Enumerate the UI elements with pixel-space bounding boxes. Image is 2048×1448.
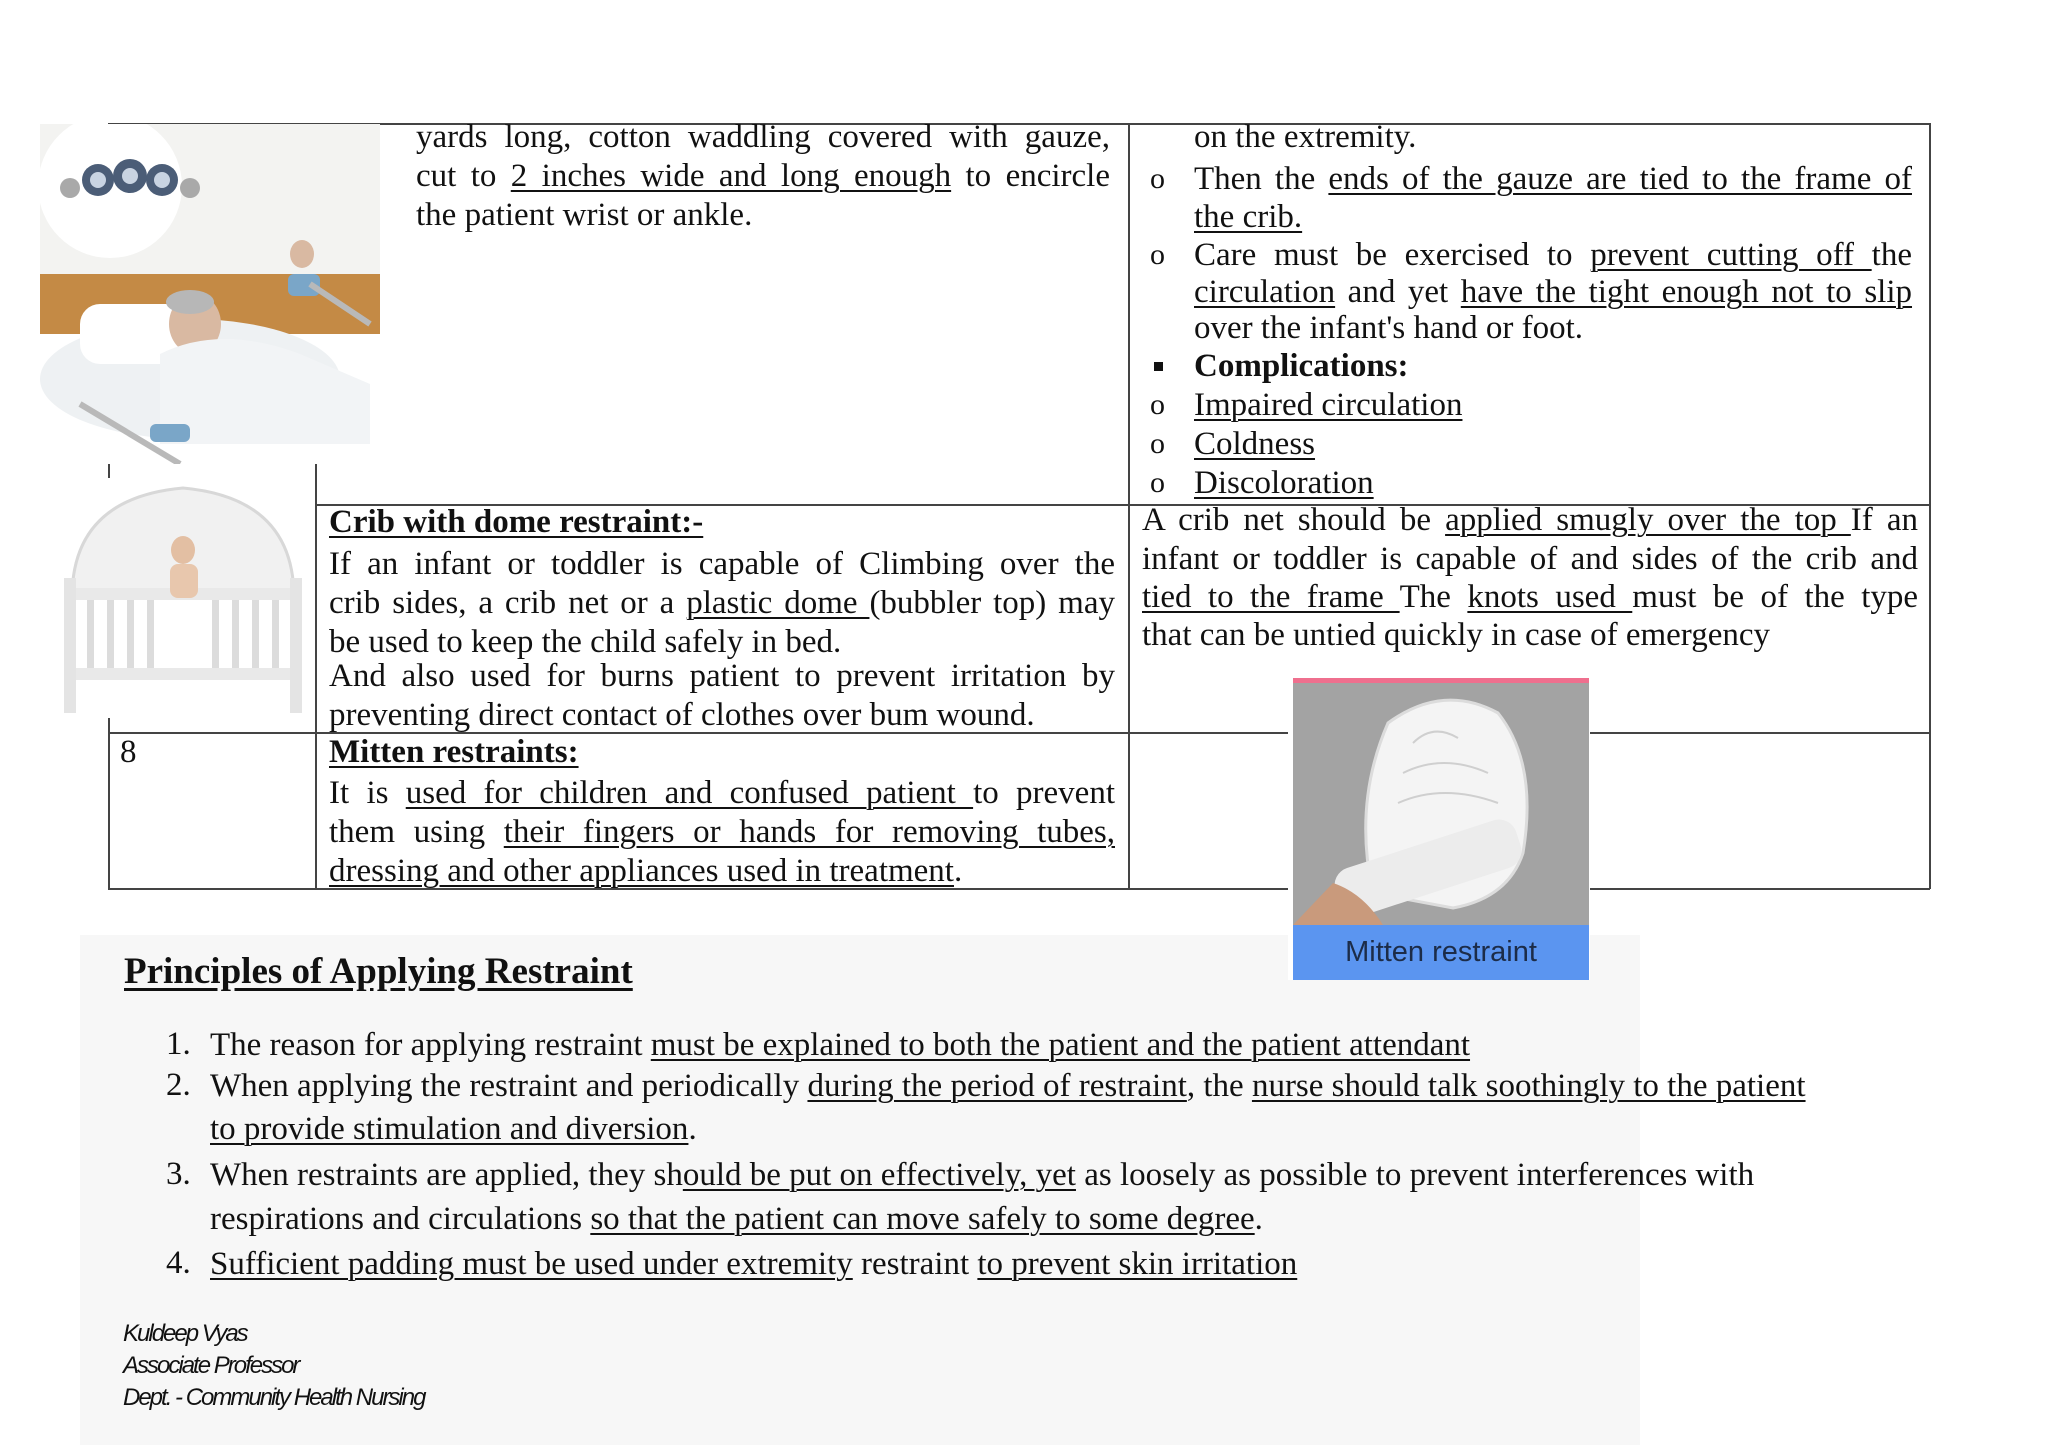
list-number: 2. bbox=[166, 1067, 191, 1103]
footer-author: Kuldeep Vyas bbox=[123, 1320, 247, 1347]
square-bullet-icon bbox=[1154, 362, 1163, 371]
cell-text: infant or toddler is capable of and sides of the crib and bbox=[1142, 541, 1918, 577]
cell-text: A crib net should be applied smugly over the top If an bbox=[1142, 502, 1918, 538]
list-number: 3. bbox=[166, 1156, 191, 1192]
list-item: Then the ends of the gauze are tied to the frame of bbox=[1194, 161, 1912, 197]
cell-text: yards long, cotton waddling covered with gauze, bbox=[416, 119, 1110, 155]
list-item: Impaired circulation bbox=[1194, 387, 1463, 423]
list-bullet: o bbox=[1150, 162, 1165, 195]
mitten-restraint-image bbox=[1288, 672, 1590, 980]
cell-text: And also used for burns patient to prevent irritation by bbox=[329, 658, 1115, 694]
list-number: 4. bbox=[166, 1245, 191, 1281]
principle-item: When applying the restraint and periodically during the period of restraint, the nurse should talk soothingly to the patient bbox=[210, 1068, 1806, 1104]
list-item: Coldness bbox=[1194, 426, 1316, 462]
principle-item: to provide stimulation and diversion. bbox=[210, 1111, 697, 1147]
cell-text: preventing direct contact of clothes over bum wound. bbox=[329, 697, 1035, 733]
cell-text: crib sides, a crib net or a plastic dome (bubbler top) may bbox=[329, 585, 1115, 621]
list-bullet: o bbox=[1150, 238, 1165, 271]
cell-text: be used to keep the child safely in bed. bbox=[329, 624, 842, 660]
list-item: over the infant's hand or foot. bbox=[1194, 310, 1584, 346]
cell-text: on the extremity. bbox=[1194, 119, 1417, 155]
cell-text: the patient wrist or ankle. bbox=[416, 197, 753, 233]
cell-text: them using their fingers or hands for removing tubes, bbox=[329, 814, 1115, 850]
principle-item: The reason for applying restraint must be explained to both the patient and the patient attendant bbox=[210, 1027, 1471, 1063]
footer-dept: Dept. - Community Health Nursing bbox=[123, 1384, 425, 1411]
wrist-restraint-photo bbox=[40, 124, 380, 464]
list-item: the crib. bbox=[1194, 199, 1303, 235]
cell-text: that can be untied quickly in case of emergency bbox=[1142, 617, 1770, 653]
principle-item: respirations and circulations so that the patient can move safely to some degree. bbox=[210, 1201, 1263, 1237]
cell-text: dressing and other appliances used in treatment. bbox=[329, 853, 963, 889]
principle-item: Sufficient padding must be used under extremity restraint to prevent skin irritation bbox=[210, 1246, 1298, 1282]
complications-label: Complications: bbox=[1194, 348, 1409, 384]
cell-text: It is used for children and confused patient to prevent bbox=[329, 775, 1115, 811]
principle-item: When restraints are applied, they should be put on effectively, yet as loosely as possible to prevent interferences with bbox=[210, 1157, 1755, 1193]
crib-dome-photo bbox=[52, 478, 314, 718]
list-item: Discoloration bbox=[1194, 465, 1374, 501]
cell-text: tied to the frame The knots used must be of the type bbox=[1142, 579, 1919, 615]
footer-title: Associate Professor bbox=[123, 1352, 299, 1379]
crib-title: Crib with dome restraint:- bbox=[329, 504, 704, 540]
list-item: circulation and yet have the tight enough not to slip bbox=[1194, 274, 1913, 310]
row-number: 8 bbox=[120, 734, 137, 770]
list-bullet: o bbox=[1150, 388, 1165, 421]
list-bullet: o bbox=[1150, 427, 1165, 460]
cell-text: cut to 2 inches wide and long enough to encircle bbox=[416, 158, 1110, 194]
mitten-title: Mitten restraints: bbox=[329, 734, 579, 770]
mitten-image-caption: Mitten restraint bbox=[1293, 925, 1589, 980]
principles-heading: Principles of Applying Restraint bbox=[124, 951, 633, 992]
cell-text: If an infant or toddler is capable of Climbing over the bbox=[329, 546, 1115, 582]
list-bullet: o bbox=[1150, 466, 1165, 499]
list-item: Care must be exercised to prevent cutting off the bbox=[1194, 237, 1912, 273]
list-number: 1. bbox=[166, 1026, 191, 1062]
